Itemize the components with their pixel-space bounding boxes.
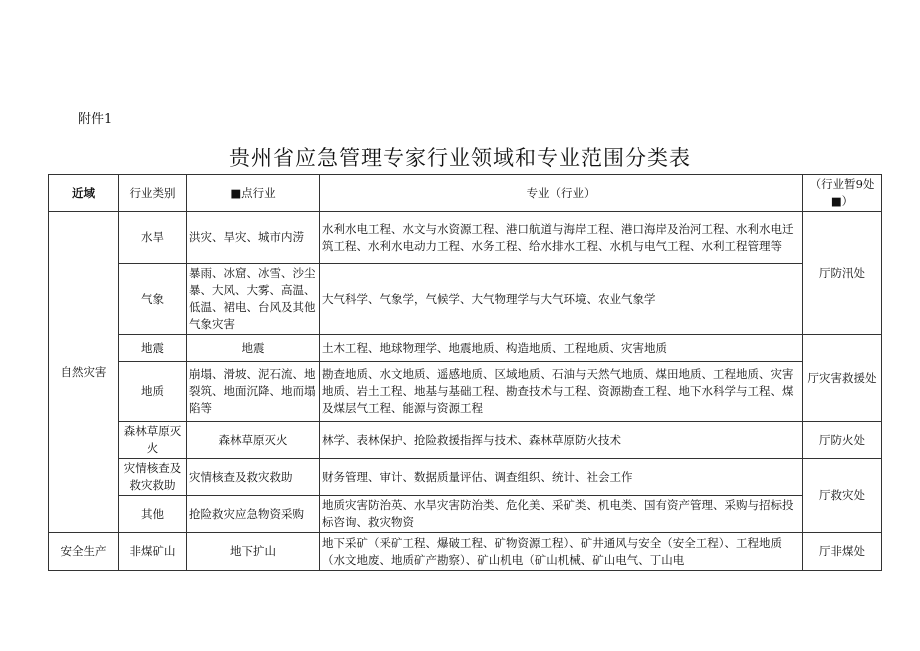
table-row [49,335,882,362]
major-cell: 地质灾害防治英、水旱灾害防治类、危化美、采矿类、机电类、国有资产管理、采购与招标投标咨询、救灾物资 [320,496,803,533]
major-cell: 地下采矿（釆矿工程、爆破工程、矿物资源工程）、矿井通风与安全（安全工程）、工程地质（水文地废、地质矿产勘察）、矿山机电（矿山机械、矿山电气、丁山电 [320,533,803,571]
category-cell: 灾情核查及救灾救助 [119,459,187,496]
table-row [49,212,882,264]
key-industry-cell: 灾情核查及救灾救助 [187,459,320,496]
table-row [49,533,882,571]
category-cell: 地震 [119,335,187,362]
major-cell: 土木工程、地球物理学、地震地质、构造地质、工程地质、灾害地质 [320,335,803,362]
key-industry-cell: 暴雨、冰窟、冰雪、沙尘暴、大风、大雾、高温、低温、裙电、台风及其他气象灾害 [187,264,320,335]
header-office: （行业暂9处■） [803,175,882,212]
office-cell: 厅非煤处 [803,533,882,571]
major-cell: 水利水电工程、水文与水资源工程、港口航道与海岸工程、港口海岸及治河工程、水利水电迁筑工程、水利水电动力工程、水务工程、给水排水工程、水机与电气工程、水利工程管理等 [320,212,803,264]
table-row [49,496,882,533]
table-row [49,422,882,459]
key-industry-cell: 森林草原灭火 [187,422,320,459]
category-cell: 其他 [119,496,187,533]
category-cell: 水旱 [119,212,187,264]
category-cell: 气象 [119,264,187,335]
attachment-label: 附件1 [78,112,113,127]
key-industry-cell: 地下扩山 [187,533,320,571]
key-industry-cell: 抢险救灾应急物资采购 [187,496,320,533]
office-cell: 厅救灾处 [803,459,882,533]
office-cell: 厅灾害救援处 [803,335,882,422]
category-cell: 地质 [119,362,187,422]
category-cell: 森林草原灭火 [119,422,187,459]
category-cell: 非煤矿山 [119,533,187,571]
table-header-row [49,175,882,212]
document-title: 贵州省应急管理专家行业领域和专业范围分类表 [229,146,691,170]
table-row [49,264,882,335]
table-row [49,459,882,496]
office-cell: 厅防汛处 [803,212,882,335]
header-key-industry: ■点行业 [187,175,320,212]
major-cell: 勘查地质、水文地质、遥感地质、区域地质、石油与天然气地质、煤田地质、工程地质、灾害地质、岩土工程、地基与基础工程、勘查技术与工程、资源勘查工程、地下水科学与工程、煤及煤层气工程、能源与资源工程 [320,362,803,422]
header-category: 行业类别 [119,175,187,212]
office-cell: 厅防火处 [803,422,882,459]
key-industry-cell: 崩塌、滑坡、泥石流、地裂筑、地面沉降、地而塌陷等 [187,362,320,422]
domain-cell-safety: 安全生产 [49,533,119,571]
domain-cell-natural: 自然灾害 [49,212,119,533]
table-row [49,362,882,422]
classification-table [48,174,882,571]
major-cell: 林学、表林保护、抢险救援指挥与技术、森林草原防火技术 [320,422,803,459]
major-cell: 大气科学、气象学，气候学、大气物理学与大气环境、农业气象学 [320,264,803,335]
header-major: 专业（行业） [320,175,803,212]
header-domain: 近域 [49,175,119,212]
key-industry-cell: 洪灾、旱灾、城市内涝 [187,212,320,264]
key-industry-cell: 地震 [187,335,320,362]
major-cell: 财务管理、审计、数据质量评估、调查组织、统计、社会工作 [320,459,803,496]
